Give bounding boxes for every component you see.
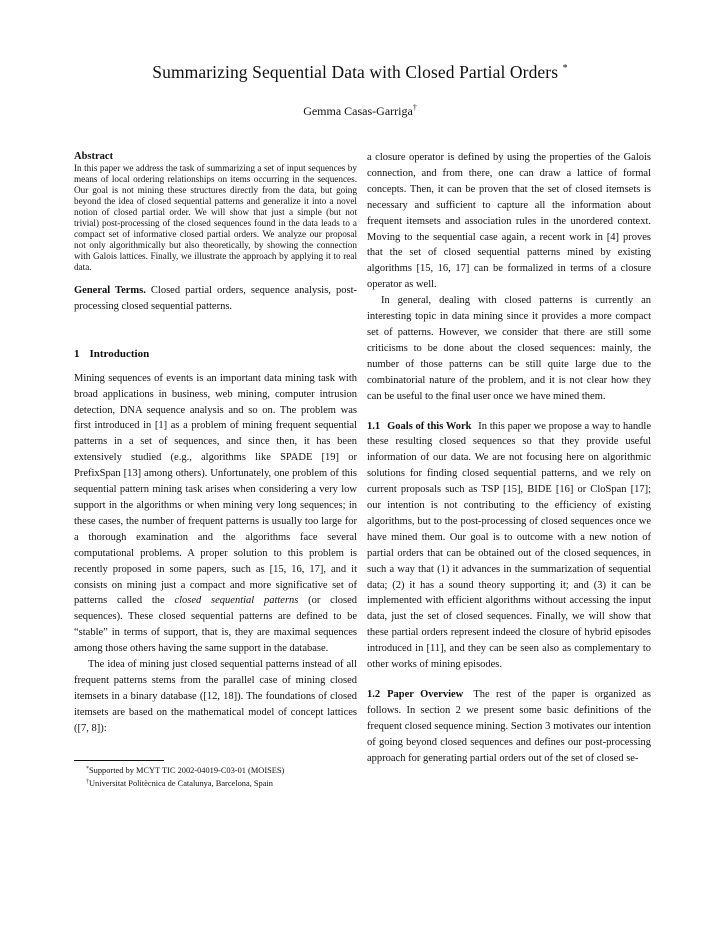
section-heading-introduction: 1 Introduction <box>74 347 150 360</box>
general-terms-text: Closed partial orders, sequence analysis, post-processing closed sequential patterns. <box>74 285 357 312</box>
footnote-rule <box>74 760 164 761</box>
left-column <box>74 150 357 737</box>
abstract-heading: Abstract <box>74 151 114 162</box>
subsection-goals-text: In this paper we propose a way to handle these resulting closed sequences so that they provide useful information of our data. We are not focusing here on algorithmic solutions for finding closed sequential patterns, and we rely on current proposals such as TSP [15], BIDE [16] or CloSpan [17]; our intention is not contributing to the efficiency of existing algorithms, but to the post-processing of closed sequences once we have mined them. Our goal is to outcome with a new notion of partial orders that can be obtained out of the closed sequences, in such a way that (1) it advances in the summarization of sequential data; (2) it has a sound theory supporting it; and (3) it can be implemented with efficient algorithms without accessing the input data, just the set of closed sequences. Finally, we will show that these partial orders represent indeed the closure of hybrid episodes introduced in [11], and they can be seen also as complementary to other works of mining episodes. <box>367 420 651 671</box>
subsection-goals-heading: 1.1 Goals of this Work <box>367 420 472 432</box>
paper-title: Summarizing Sequential Data with Closed Partial Orders * <box>152 62 568 82</box>
subsection-overview-text: The rest of the paper is organized as follows. In section 2 we present some basic definitions of the frequent closed sequence mining. Section 3 motivates our intention of going beyond closed sequences and defines our post-processing approach for generating partial orders out of the set of closed se- <box>367 689 651 764</box>
general-terms-label: General Terms. <box>74 285 146 296</box>
intro-paragraph-1: Mining sequences of events is an important data mining task with broad applications in business, web mining, computer intrusion detection, DNA sequence analysis and so on. The problem was first introduced in [1] as a problem of mining frequent sequential patterns in a set of sequences, and since then, it has been extensively studied (e.g., algorithms like SPADE [19] or PrefixSpan [13] among others). Unfortunately, one problem of this sequential pattern mining task arises when considering a very low support in the algorithms or when mining very long sequences; in these cases, the number of frequent patterns is usually too large for a thorough examination and the algorithms face several computational problems. A proper solution to this problem is recently proposed in some papers, such as [15, 16, 17], and it consists on mining just a compact and more significative set of patterns called the closed sequential patterns (or closed sequences). These closed sequential patterns are defined to be “stable” in terms of support, that is, they are maximal sequences among those others having the same support in the database. <box>74 372 358 655</box>
intro-paragraph-3: a closure operator is defined by using the properties of the Galois connection, and from there, one can draw a lattice of formal concepts. Then, it can be proven that the set of closed itemsets is necessary and sufficient to capture all the information about frequent itemsets and association rules in the unordered context. Moving to the sequential case again, a recent work in [4] proves that the set of closed sequential patterns mined by existing algorithms [15, 16, 17] can be formalized in terms of a closure operator as well. <box>367 152 651 291</box>
footnote-2: †Universitat Politècnica de Catalunya, Barcelona, Spain <box>86 778 273 788</box>
intro-paragraph-4: In general, dealing with closed patterns is currently an interesting topic in data mining since it provides a more compact set of patterns. However, we consider that there are still some criticisms to be done about the closed sequences: mainly, the number of those patterns can be still quite large due to the combinatorial nature of the problem, and it is not clear how they can be useful to the final user once we have mined them. <box>367 295 651 402</box>
paper-author: Gemma Casas-Garriga† <box>303 103 417 118</box>
right-column <box>367 150 651 767</box>
intro-paragraph-2: The idea of mining just closed sequential patterns instead of all frequent patterns stems from the parallel case of mining closed itemsets in a binary database ([12, 18]). The foundations of closed itemsets are based on the mathematical model of concept lattices ([7, 8]): <box>74 659 357 734</box>
closed-sequential-patterns-term: closed sequential patterns <box>174 595 299 607</box>
abstract-text: In this paper we address the task of summarizing a set of input sequences by means of local ordering relationships on items occurring in the sequences. Our goal is not mining these structures directly from the data, but going beyond the idea of closed sequential patterns and generalize it into a novel notion of closed partial order. We will show that just a simple (but not trivial) post-processing of the closed sequences found in the data leads to a compact set of informative closed partial orders. We analyze our proposal not only algorithmically but also theoretically, by showing the connection with Galois lattices. Finally, we illustrate the approach by applying it to real data. <box>74 163 357 272</box>
subsection-overview-heading: 1.2 Paper Overview <box>367 689 464 700</box>
footnotes <box>74 760 357 789</box>
footnote-1: *Supported by MCYT TIC 2002-04019-C03-01 (MOISES) <box>86 766 285 775</box>
subsection-overview <box>367 687 651 767</box>
subsection-goals <box>367 419 651 674</box>
general-terms <box>74 283 357 315</box>
author-footnote-mark: † <box>412 103 417 112</box>
title-footnote-mark: * <box>562 63 568 74</box>
